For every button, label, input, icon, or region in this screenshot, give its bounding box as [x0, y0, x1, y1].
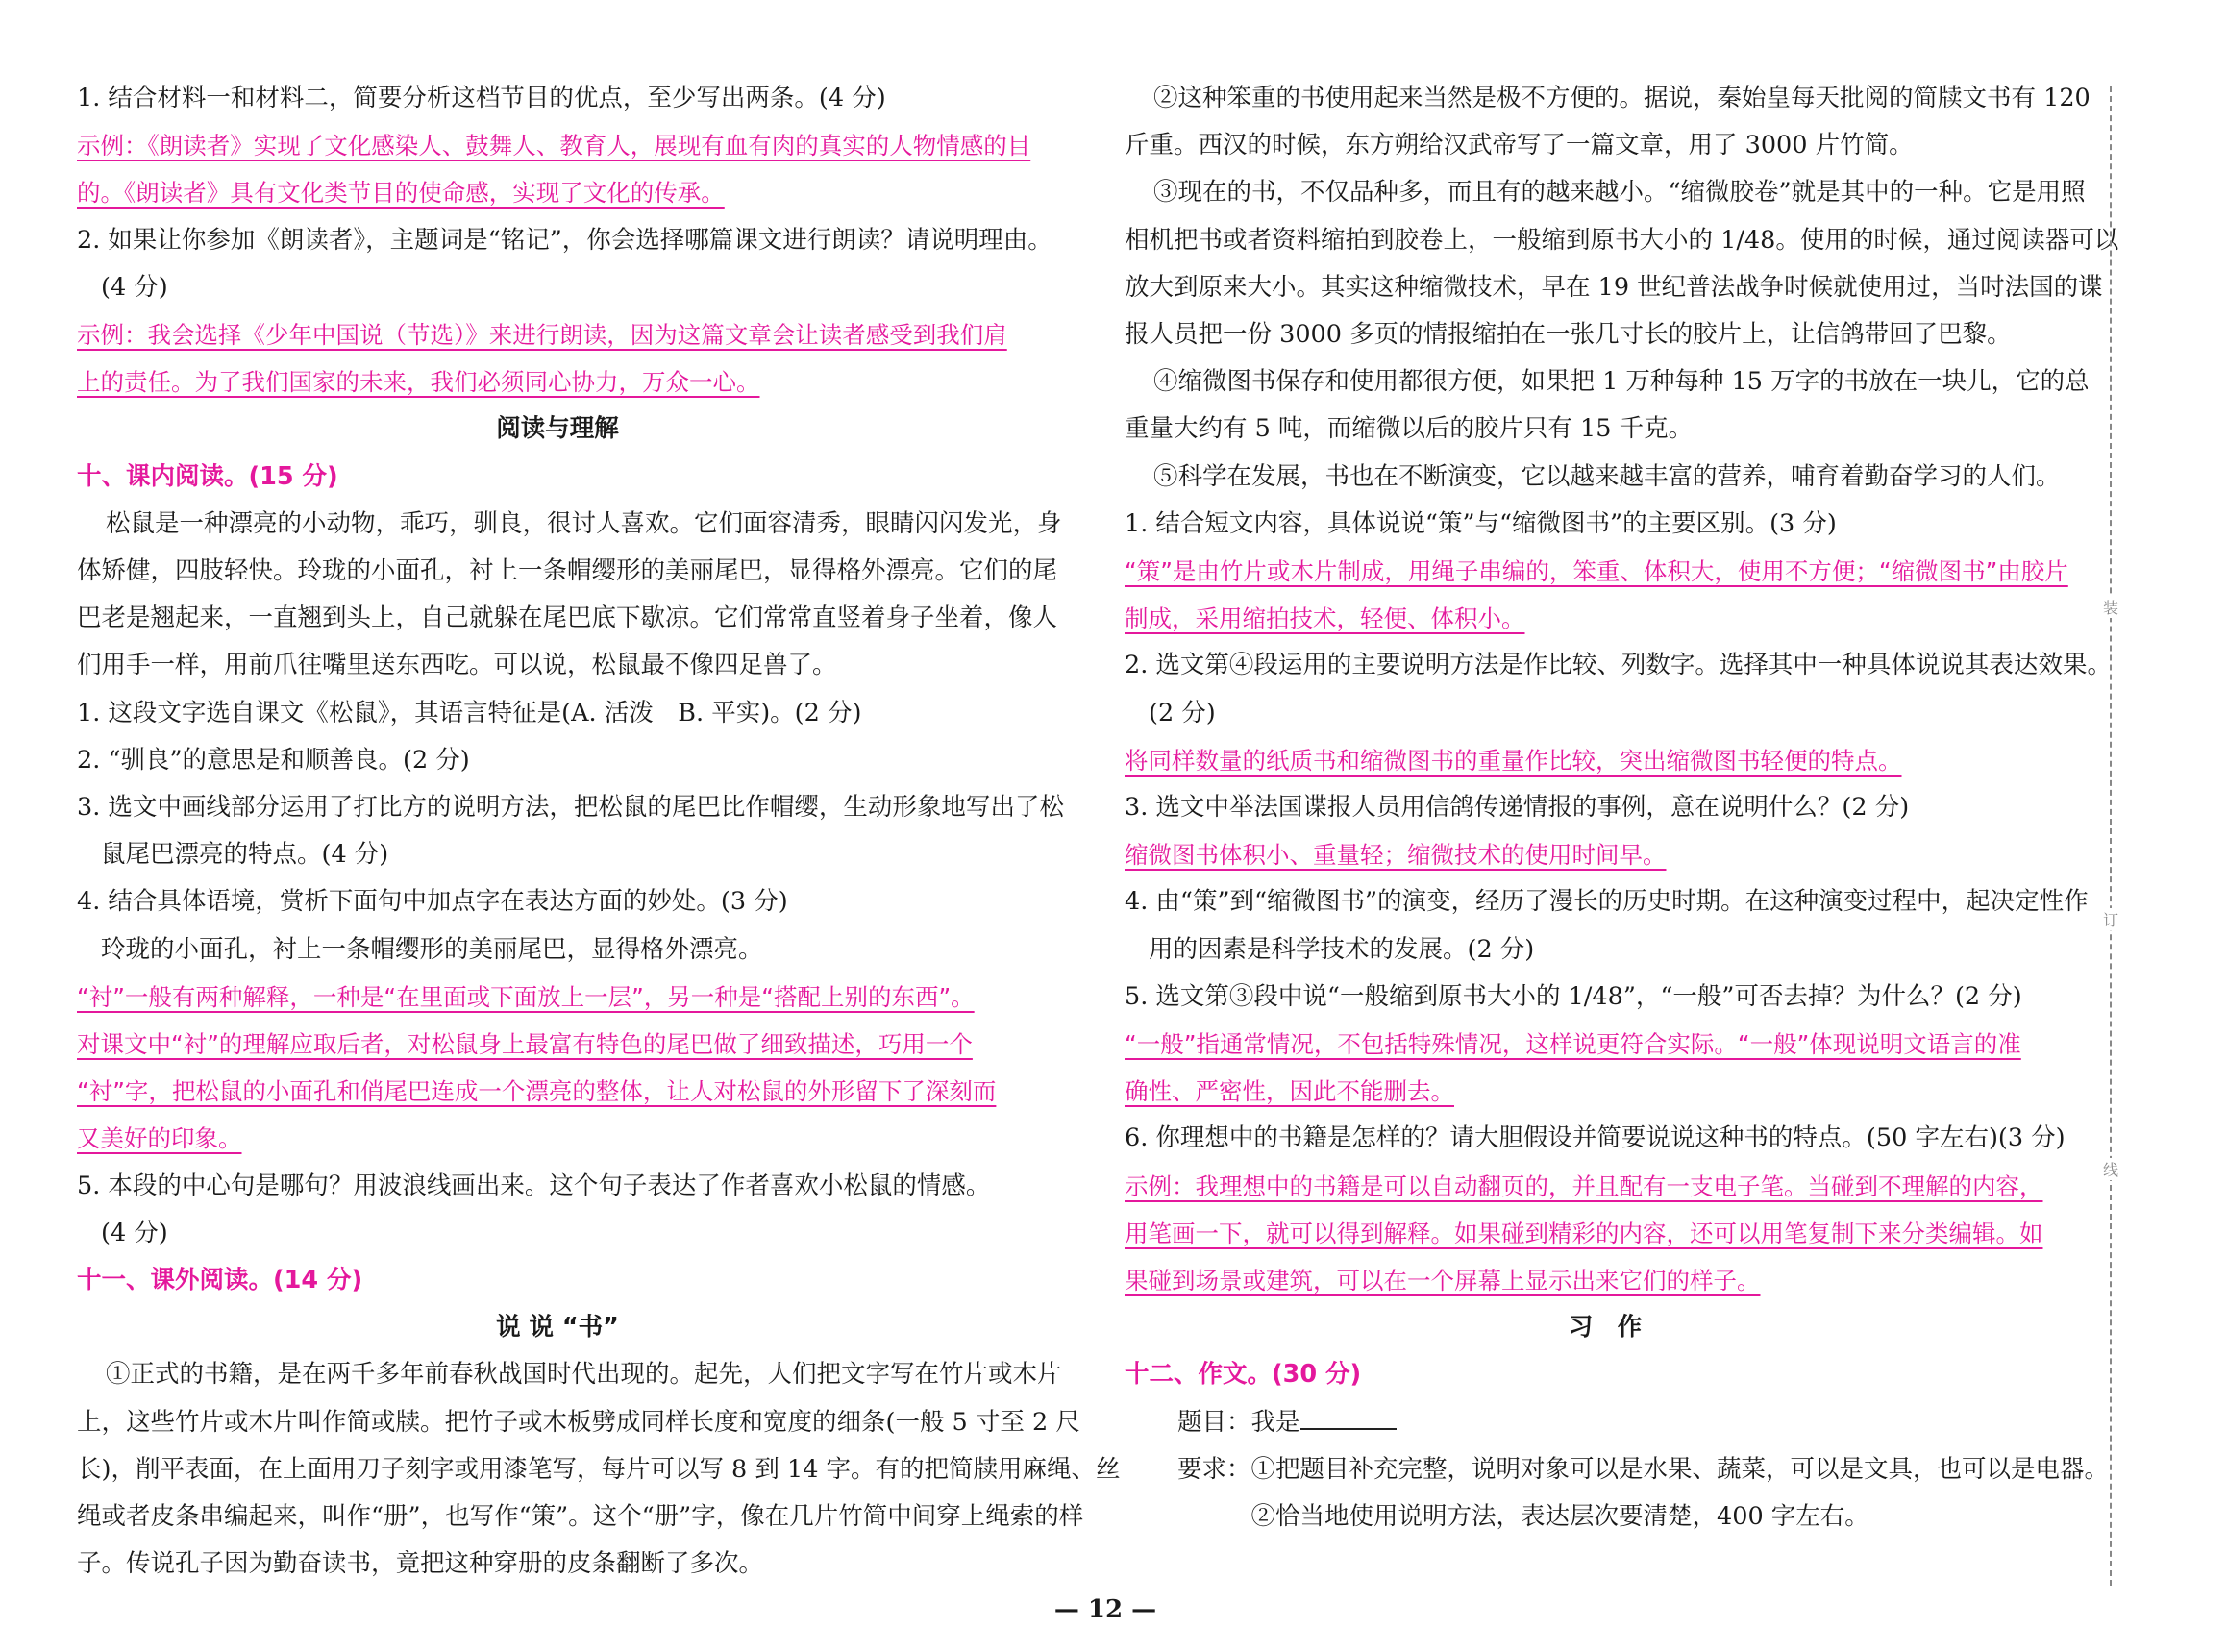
binding-char-2: 订 [2100, 908, 2121, 930]
answer-text: 用笔画一下，就可以得到解释。如果碰到精彩的内容，还可以用笔复制下来分类编辑。如 [1125, 1219, 2043, 1247]
answer-text: 将同样数量的纸质书和缩微图书的重量作比较，突出缩微图书轻便的特点。 [1125, 746, 1902, 775]
answer-text: 示例：我会选择《少年中国说（节选）》来进行朗读，因为这篇文章会让读者感受到我们肩 [77, 321, 1007, 350]
answer-text: 示例：《朗读者》实现了文化感染人、鼓舞人、教育人，展现有血有肉的真实的人物情感的目 [77, 132, 1031, 160]
text-line: ③现在的书，不仅品种多，而且有的越来越小。“缩微胶卷”就是其中的一种。它是用照 [1153, 178, 2086, 208]
answer-line [77, 169, 1038, 216]
answer-text: 上的责任。为了我们国家的未来，我们必须同心协力，万众一心。 [77, 368, 760, 397]
answer-line [77, 122, 1038, 169]
text-line: ②这种笨重的书使用起来当然是极不方便的。据说，秦始皇每天批阅的简牍文书有 120 [1153, 84, 2091, 112]
center-heading: 说 说 “书” [496, 1313, 619, 1343]
text-line: 2. “驯良”的意思是和顺善良。(2 分) [77, 745, 470, 775]
answer-line [1125, 1021, 2086, 1068]
text-line: (2 分) [1149, 698, 1216, 727]
text-line: 们用手一样，用前爪往嘴里送东西吃。可以说，松鼠最不像四足兽了。 [77, 651, 837, 680]
text-line: (4 分) [101, 272, 168, 302]
answer-line [77, 974, 1038, 1021]
answer-line [1125, 1210, 2086, 1257]
text-line: 1. 结合短文内容，具体说说“策”与“缩微图书”的主要区别。(3 分) [1125, 508, 1837, 538]
answer-text: 的。《朗读者》具有文化类节目的使命感，实现了文化的传承。 [77, 179, 725, 208]
answer-text: 缩微图书体积小、重量轻；缩微技术的使用时间早。 [1125, 841, 1667, 870]
left-column [77, 75, 1121, 1589]
answer-text: 果碰到场景或建筑，可以在一个屏幕上显示出来它们的样子。 [1125, 1267, 1761, 1295]
section-heading: 十二、作文。(30 分) [1125, 1360, 1362, 1390]
answer-text: 示例：我理想中的书籍是可以自动翻页的，并且配有一支电子笔。当碰到不理解的内容， [1125, 1171, 2043, 1200]
answer-text: 确性、严密性，因此不能删去。 [1125, 1077, 1454, 1106]
text-line: 4. 结合具体语境，赏析下面句中加点字在表达方面的妙处。(3 分) [77, 887, 788, 917]
text-line: 体矫健，四肢轻快。玲珑的小面孔，衬上一条帽缨形的美丽尾巴，显得格外漂亮。它们的尾 [77, 556, 1058, 586]
binding-char-3: 线 [2100, 1158, 2121, 1180]
text-line: 1. 这段文字选自课文《松鼠》，其语言特征是(A. 活泼 B. 平实)。(2 分) [77, 698, 862, 727]
center-heading: 习 作 [1568, 1313, 1643, 1343]
answer-line [77, 358, 1038, 406]
right-column [1125, 75, 2119, 1541]
topic-blank [1300, 1409, 1397, 1430]
answer-text: “一般”指通常情况，不包括特殊情况，这样说更符合实际。“一般”体现说明文语言的准 [1125, 1030, 2021, 1059]
text-line: 用的因素是科学技术的发展。(2 分) [1149, 934, 1535, 964]
section-heading: 十、课内阅读。(15 分) [77, 461, 338, 491]
text-line: 上，这些竹片或木片叫作简或牍。把竹子或木板劈成同样长度和宽度的细条(一般 5 寸至 2 尺 [77, 1407, 1080, 1437]
answer-line [77, 1068, 1038, 1115]
text-line: 玲珑的小面孔，衬上一条帽缨形的美丽尾巴，显得格外漂亮。 [101, 934, 763, 964]
text-line: 斤重。西汉的时候，东方朔给汉武帝写了一篇文章，用了 3000 片竹简。 [1125, 131, 1914, 160]
answer-line [1125, 1257, 2086, 1304]
text-line: 长)，削平表面，在上面用刀子刻字或用漆笔写，每片可以写 8 到 14 字。有的把简牍用麻绳、丝 [77, 1454, 1121, 1484]
answer-line [77, 1115, 1038, 1162]
text-line: 2. 选文第④段运用的主要说明方法是作比较、列数字。选择其中一种具体说说其表达效果。 [1125, 651, 2112, 680]
answer-line [1125, 737, 2086, 784]
text-line: 绳或者皮条串编起来，叫作“册”，也写作“策”。这个“册”字，像在几片竹简中间穿上绳索的样 [77, 1502, 1084, 1532]
text-line: ①正式的书籍，是在两千多年前春秋战国时代出现的。起先，人们把文字写在竹片或木片 [106, 1360, 1062, 1390]
text-line: 放大到原来大小。其实这种缩微技术，早在 19 世纪普法战争时候就使用过，当时法国的谍 [1125, 272, 2103, 302]
text-line: 5. 选文第③段中说“一般缩到原书大小的 1/48”，“一般”可否去掉？为什么？(2 分) [1125, 981, 2022, 1011]
answer-text: “策”是由竹片或木片制成，用绳子串编的，笨重、体积大，使用不方便；“缩微图书”由胶片 [1125, 557, 2068, 586]
text-line: 松鼠是一种漂亮的小动物，乖巧，驯良，很讨人喜欢。它们面容清秀，眼睛闪闪发光，身 [106, 508, 1062, 538]
text-line: 6. 你理想中的书籍是怎样的？请大胆假设并简要说说这种书的特点。(50 字左右)(3 分) [1125, 1123, 2066, 1153]
text-line: 题目：我是 [1125, 1399, 2086, 1446]
text-line: ②恰当地使用说明方法，表达层次要清楚，400 字左右。 [1177, 1502, 1869, 1532]
binding-char-1: 装 [2100, 596, 2121, 618]
text-line: 报人员把一份 3000 多页的情报缩拍在一张几寸长的胶片上，让信鸽带回了巴黎。 [1125, 320, 2012, 350]
text-line: 1. 结合材料一和材料二，简要分析这档节目的优点，至少写出两条。(4 分) [77, 84, 886, 112]
text-line: ⑤科学在发展，书也在不断演变，它以越来越丰富的营养，哺育着勤奋学习的人们。 [1153, 461, 2061, 491]
text-line: 5. 本段的中心句是哪句？用波浪线画出来。这个句子表达了作者喜欢小松鼠的情感。 [77, 1171, 991, 1200]
page-number: — 12 — [1053, 1595, 1157, 1624]
text-line: 重量大约有 5 吨，而缩微以后的胶片只有 15 千克。 [1125, 414, 1694, 444]
binding-line [2110, 86, 2112, 1586]
text-line: 2. 如果让你参加《朗读者》，主题词是“铭记”，你会选择哪篇课文进行朗读？请说明理由。 [77, 225, 1052, 255]
text-line: 巴老是翘起来，一直翘到头上，自己就躲在尾巴底下歇凉。它们常常直竖着身子坐着，像人 [77, 604, 1058, 633]
answer-line [1125, 548, 2086, 595]
section-heading: 十一、课外阅读。(14 分) [77, 1266, 363, 1295]
text-line: 要求：①把题目补充完整，说明对象可以是水果、蔬菜，可以是文具，也可以是电器。 [1177, 1454, 2110, 1484]
text-line: 子。传说孔子因为勤奋读书，竟把这种穿册的皮条翻断了多次。 [77, 1549, 764, 1579]
answer-line [77, 311, 1038, 358]
text-line: 3. 选文中画线部分运用了打比方的说明方法，把松鼠的尾巴比作帽缨，生动形象地写出了松 [77, 793, 1064, 823]
answer-line [1125, 1163, 2086, 1210]
answer-text: 制成，采用缩拍技术，轻便、体积小。 [1125, 604, 1525, 633]
answer-line [1125, 831, 2086, 878]
answer-line [1125, 1068, 2086, 1115]
answer-text: 对课文中“衬”的理解应取后者，对松鼠身上最富有特色的尾巴做了细致描述，巧用一个 [77, 1030, 973, 1059]
text-line: (4 分) [101, 1218, 168, 1247]
text-line: 4. 由“策”到“缩微图书”的演变，经历了漫长的历史时期。在这种演变过程中，起决定性作 [1125, 887, 2089, 917]
text-line: 鼠尾巴漂亮的特点。(4 分) [101, 840, 389, 870]
answer-text: “衬”一般有两种解释，一种是“在里面或下面放上一层”，另一种是“搭配上别的东西”。 [77, 982, 975, 1011]
text-line: 3. 选文中举法国谍报人员用信鸽传递情报的事例，意在说明什么？(2 分) [1125, 793, 1910, 823]
answer-line [1125, 595, 2086, 642]
answer-text: 又美好的印象。 [77, 1124, 242, 1153]
answer-text: “衬”字，把松鼠的小面孔和俏尾巴连成一个漂亮的整体，让人对松鼠的外形留下了深刻而 [77, 1077, 997, 1106]
text-line: ④缩微图书保存和使用都很方便，如果把 1 万种每种 15 万字的书放在一块儿，它的总 [1153, 367, 2090, 397]
text-line: 相机把书或者资料缩拍到胶卷上，一般缩到原书大小的 1/48。使用的时候，通过阅读器可以 [1125, 225, 2119, 255]
answer-line [77, 1021, 1038, 1068]
center-heading: 阅读与理解 [496, 414, 619, 444]
